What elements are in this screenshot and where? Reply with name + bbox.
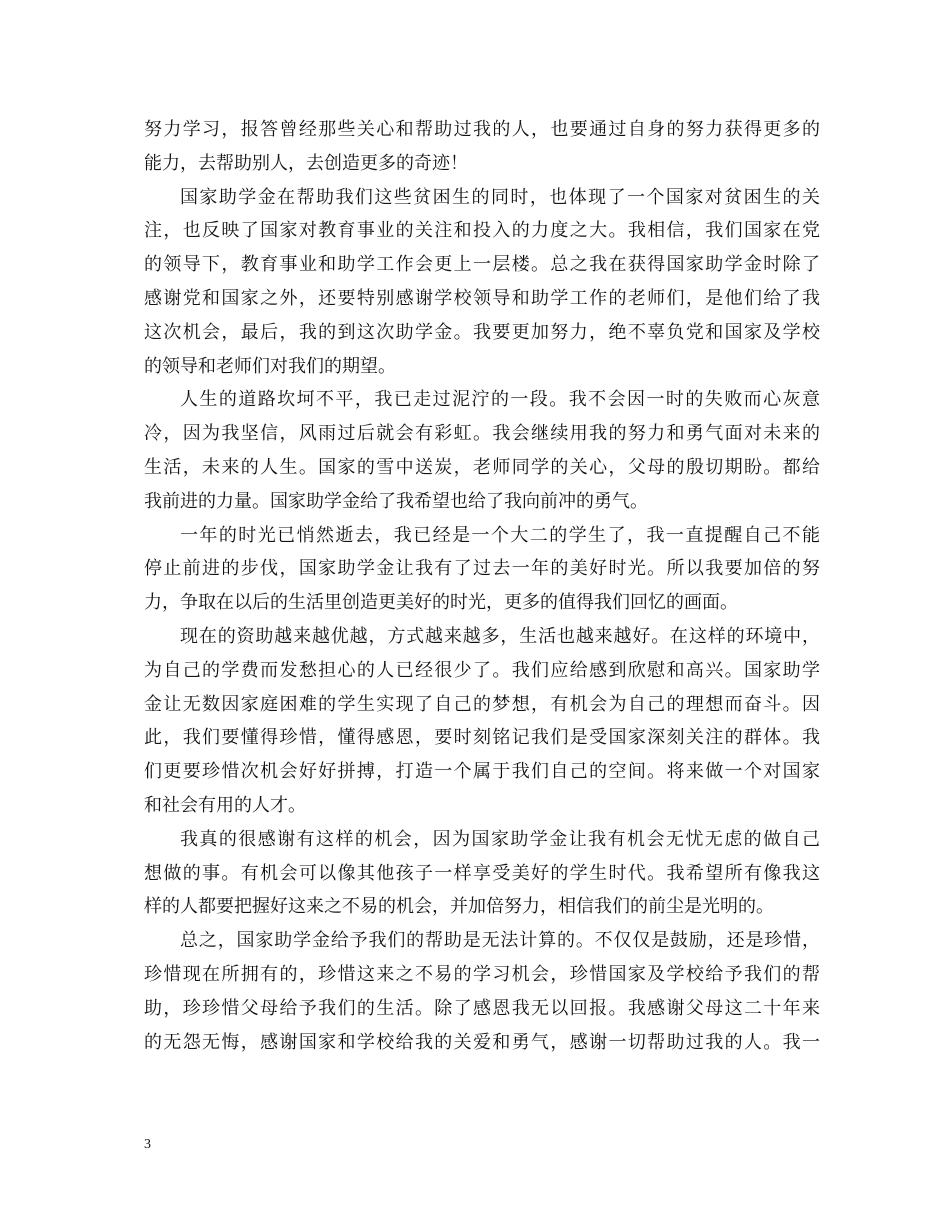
text-line: 停止前进的步伐，国家助学金让我有了过去一年的美好时光。所以我要加倍的努 (144, 558, 820, 580)
text-line: 国家助学金在帮助我们这些贫困生的同时，也体现了一个国家对贫困生的关 (180, 186, 820, 208)
text-line: 想做的事。有机会可以像其他孩子一样享受美好的学生时代。我希望所有像我这 (144, 862, 820, 884)
paragraph (144, 519, 820, 620)
paragraph (144, 823, 820, 924)
paragraph (144, 620, 820, 823)
text-line: 样的人都要把握好这来之不易的机会，并加倍努力，相信我们的前尘是光明的。 (144, 896, 774, 918)
text-line: 的无怨无悔，感谢国家和学校给我的关爱和勇气，感谢一切帮助过我的人。我一 (144, 1031, 820, 1053)
text-line: 我前进的力量。国家助学金给了我希望也给了我向前冲的勇气。 (144, 490, 648, 512)
paragraph (144, 383, 820, 518)
text-line: 生活，未来的人生。国家的雪中送炭，老师同学的关心，父母的殷切期盼。都给 (144, 456, 820, 478)
text-line: 和社会有用的人才。 (144, 794, 306, 816)
body-text (144, 113, 820, 1059)
text-line: 现在的资助越来越优越，方式越来越多，生活也越来越好。在这样的环境中， (180, 625, 820, 647)
text-line: 珍惜现在所拥有的，珍惜这来之不易的学习机会，珍惜国家及学校给予我们的帮 (144, 963, 820, 985)
text-line: 这次机会，最后，我的到这次助学金。我要更加努力，绝不辜负党和国家及学校 (144, 321, 820, 343)
text-line: 注，也反映了国家对教育事业的关注和投入的力度之大。我相信，我们国家在党 (144, 220, 820, 242)
text-line: 感谢党和国家之外，还要特别感谢学校领导和助学工作的老师们，是他们给了我 (144, 287, 820, 309)
text-line: 的领导和老师们对我们的期望。 (144, 355, 396, 377)
text-line: 能力，去帮助别人，去创造更多的奇迹！ (144, 152, 468, 174)
text-line: 努力学习，报答曾经那些关心和帮助过我的人，也要通过自身的努力获得更多的 (144, 119, 820, 140)
text-line: 人生的道路坎坷不平，我已走过泥泞的一段。我不会因一时的失败而心灰意 (180, 389, 820, 411)
text-line: 的领导下，教育事业和助学工作会更上一层楼。总之我在获得国家助学金时除了 (144, 254, 820, 276)
paragraph (144, 181, 820, 384)
text-line: 为自己的学费而发愁担心的人已经很少了。我们应给感到欣慰和高兴。国家助学 (144, 659, 820, 681)
text-line: 力，争取在以后的生活里创造更美好的时光，更多的值得我们回忆的画面。 (144, 592, 738, 614)
text-line: 此，我们要懂得珍惜，懂得感恩，要时刻铭记我们是受国家深刻关注的群体。我 (144, 727, 820, 749)
text-line: 一年的时光已悄然逝去，我已经是一个大二的学生了，我一直提醒自己不能 (180, 524, 820, 546)
text-line: 助，珍珍惜父母给予我们的生活。除了感恩我无以回报。我感谢父母这二十年来 (144, 997, 820, 1019)
text-line: 们更要珍惜次机会好好拼搏，打造一个属于我们自己的空间。将来做一个对国家 (144, 761, 820, 783)
text-line: 总之，国家助学金给予我们的帮助是无法计算的。不仅仅是鼓励，还是珍惜， (180, 930, 820, 952)
page-number: 3 (144, 1137, 151, 1152)
paragraph (144, 924, 820, 1059)
paragraph (144, 113, 820, 181)
text-line: 我真的很感谢有这样的机会，因为国家助学金让我有机会无忧无虑的做自己 (180, 828, 820, 850)
text-line: 冷，因为我坚信，风雨过后就会有彩虹。我会继续用我的努力和勇气面对未来的 (144, 423, 820, 445)
text-line: 金让无数因家庭困难的学生实现了自己的梦想，有机会为自己的理想而奋斗。因 (144, 693, 820, 715)
